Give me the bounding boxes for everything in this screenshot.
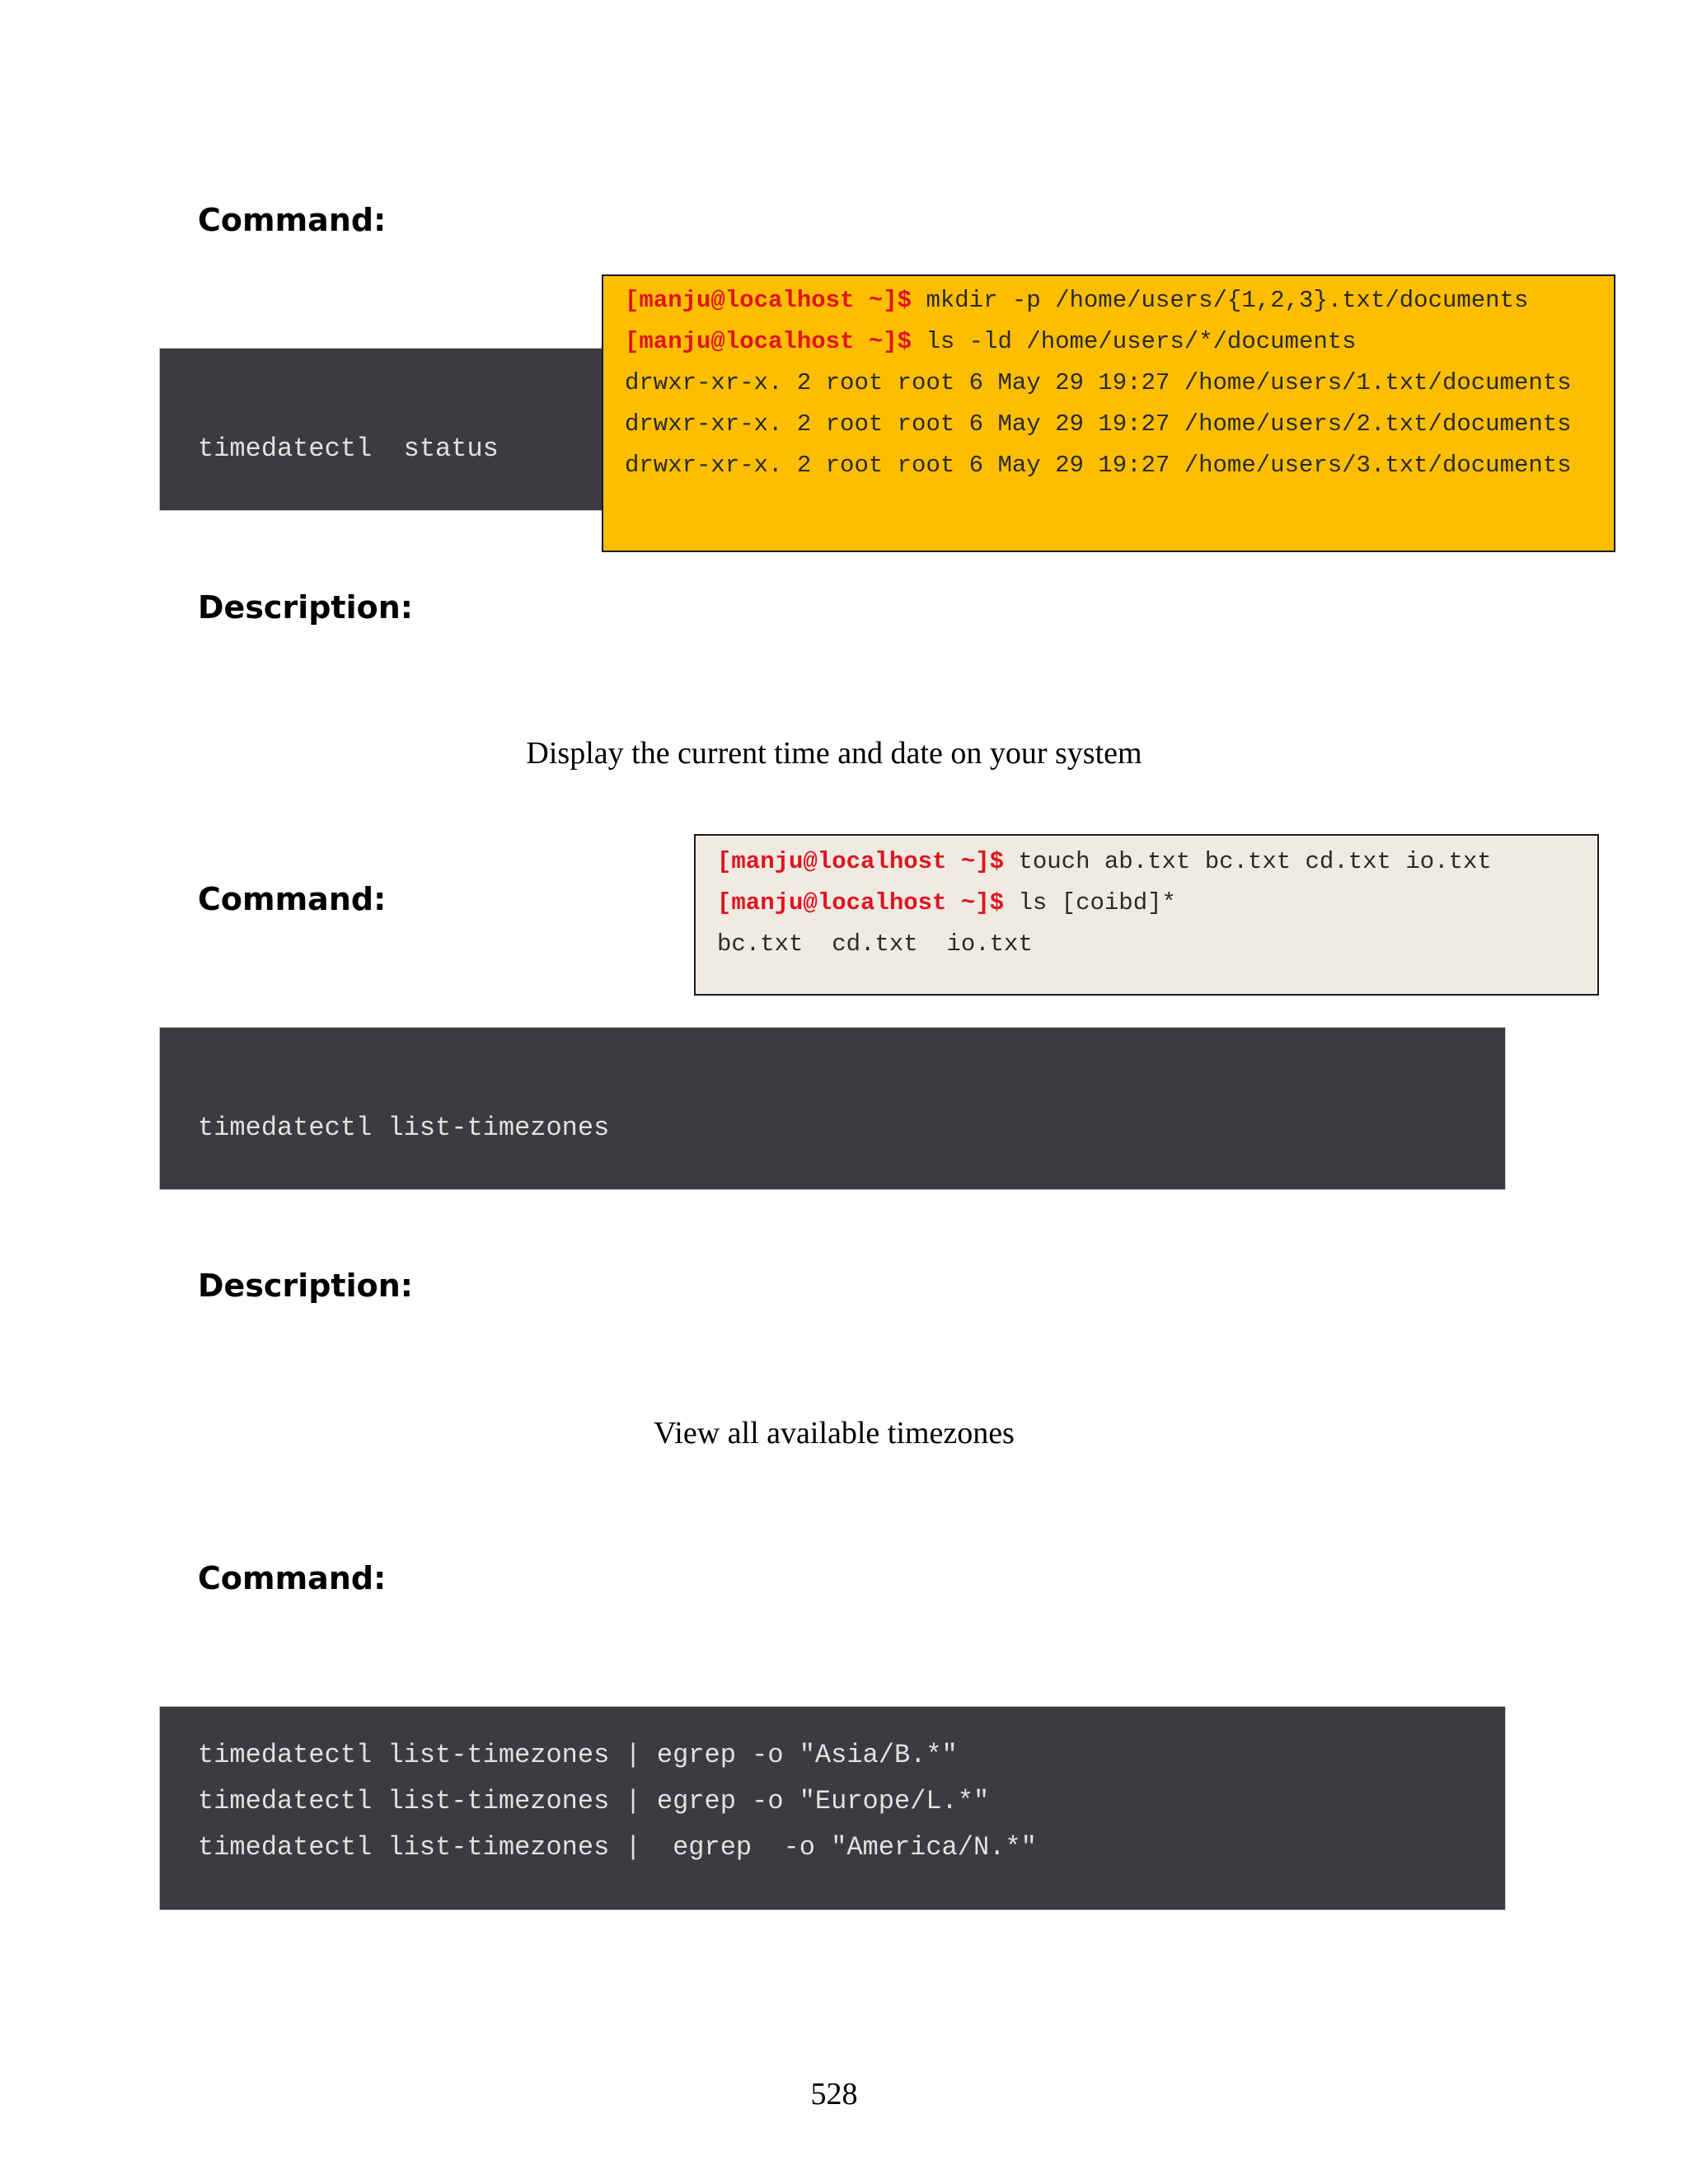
terminal-output-line: bc.txt cd.txt io.txt	[717, 930, 1033, 958]
code-line: timedatectl list-timezones | egrep -o "America/N.*"	[198, 1832, 1037, 1863]
code-line: timedatectl list-timezones | egrep -o "Europe/L.*"	[198, 1786, 990, 1816]
terminal-screenshot-mkdir	[602, 274, 1615, 552]
command-heading-1: Command:	[198, 202, 387, 238]
command-heading-2: Command:	[198, 881, 387, 917]
description-heading-2: Description:	[198, 1268, 413, 1304]
description-heading-1: Description:	[198, 589, 413, 626]
code-block-list-timezones	[159, 1027, 1506, 1190]
terminal-command: ls -ld /home/users/*/documents	[912, 328, 1357, 355]
terminal-output-line: drwxr-xr-x. 2 root root 6 May 29 19:27 /home/users/2.txt/documents	[625, 410, 1572, 438]
page-number: 528	[810, 2077, 858, 2111]
terminal-command: touch ab.txt bc.txt cd.txt io.txt	[1004, 848, 1492, 875]
terminal-prompt: [manju@localhost ~]$	[717, 889, 1005, 916]
terminal-line	[625, 288, 1528, 312]
terminal-output-line: drwxr-xr-x. 2 root root 6 May 29 19:27 /home/users/1.txt/documents	[625, 369, 1572, 396]
terminal-prompt: [manju@localhost ~]$	[625, 328, 912, 355]
command-heading-3: Command:	[198, 1560, 387, 1596]
description-text-2: View all available timezones	[654, 1416, 1015, 1451]
code-line: timedatectl list-timezones	[198, 1113, 610, 1143]
code-block-timedatectl-status	[159, 348, 621, 511]
terminal-command: mkdir -p /home/users/{1,2,3}.txt/documents	[912, 287, 1529, 314]
terminal-line	[625, 330, 1357, 354]
description-text-1: Display the current time and date on your system	[526, 736, 1142, 771]
code-line: timedatectl status	[198, 434, 499, 464]
terminal-output-line: drwxr-xr-x. 2 root root 6 May 29 19:27 /home/users/3.txt/documents	[625, 452, 1572, 479]
code-block-egrep-timezones	[159, 1706, 1506, 1910]
code-line: timedatectl list-timezones | egrep -o "Asia/B.*"	[198, 1740, 958, 1770]
terminal-prompt: [manju@localhost ~]$	[625, 287, 912, 314]
terminal-prompt: [manju@localhost ~]$	[717, 848, 1005, 875]
terminal-line	[717, 850, 1492, 874]
terminal-screenshot-touch	[694, 834, 1599, 996]
terminal-command: ls [coibd]*	[1004, 889, 1176, 916]
terminal-line	[717, 891, 1176, 915]
